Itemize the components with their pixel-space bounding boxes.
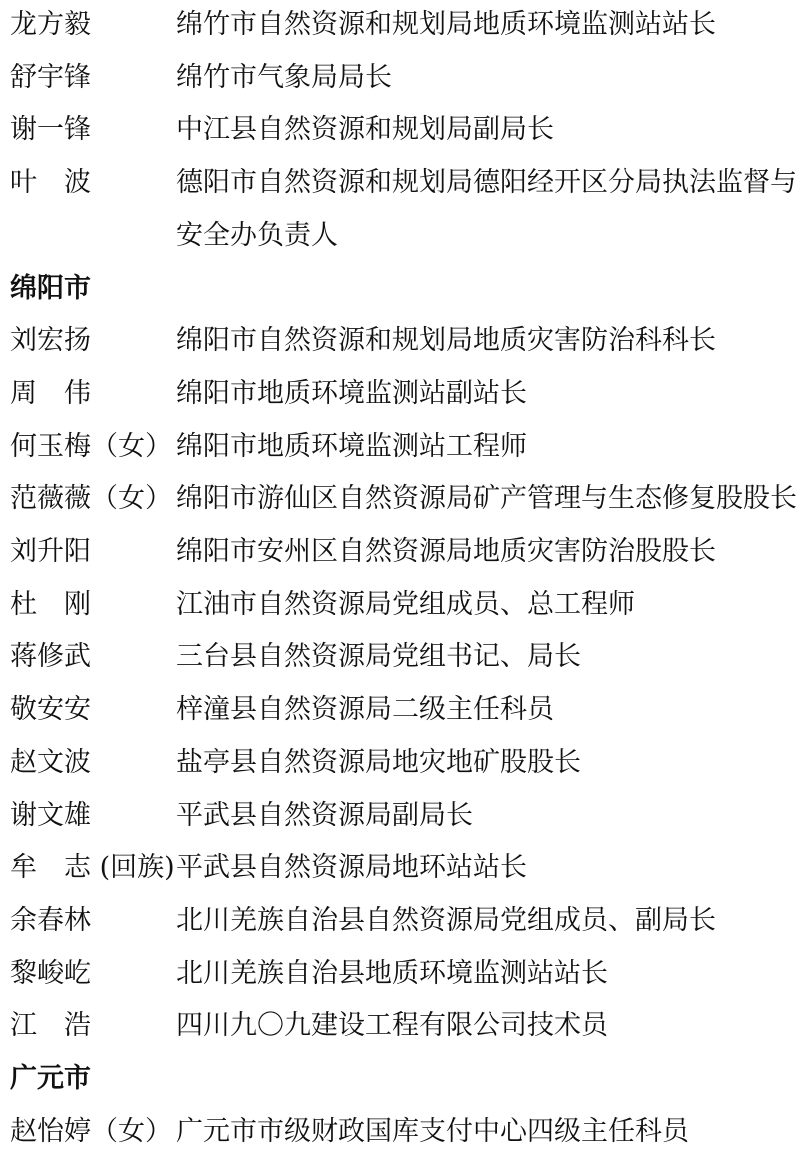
person-position: 梓潼县自然资源局二级主任科员 [176,694,554,725]
person-name: 谢一锋 [10,114,91,145]
list-item [10,901,790,941]
person-position: 安全办负责人 [176,220,338,251]
person-position: 平武县自然资源局副局长 [176,800,473,831]
list-item [10,110,790,150]
list-item [10,690,790,730]
person-name: 黎峻屹 [10,958,91,989]
list-item [10,5,790,45]
person-name: 牟 志 (回族) [10,852,175,883]
person-name: 蒋修武 [10,641,91,672]
list-item [10,532,790,572]
person-name: 谢文雄 [10,800,91,831]
section-heading: 绵阳市 [10,273,91,304]
list-item [10,374,790,414]
person-position: 四川九〇九建设工程有限公司技术员 [176,1010,608,1041]
person-position: 平武县自然资源局地环站站长 [176,852,527,883]
list-item [10,163,797,203]
list-item [10,848,790,888]
person-position: 绵阳市地质环境监测站工程师 [176,431,527,462]
list-item [10,954,790,994]
person-position: 德阳市自然资源和规划局德阳经开区分局执法监督与 [176,167,797,198]
person-name: 刘升阳 [10,536,91,567]
list-item [10,796,790,836]
person-position: 绵竹市气象局局长 [176,62,392,93]
person-name: 舒宇锋 [10,62,91,93]
person-name: 江 浩 [10,1010,91,1041]
list-item [10,637,790,677]
person-name: 杜 刚 [10,589,91,620]
person-name: 何玉梅（女） [10,431,172,462]
list-item [10,216,790,256]
person-name: 敬安安 [10,694,91,725]
person-position: 江油市自然资源局党组成员、总工程师 [176,589,635,620]
list-item [10,743,790,783]
person-name: 范薇薇（女） [10,483,172,514]
list-item [10,585,790,625]
person-name: 叶 波 [10,167,91,198]
person-position: 绵阳市自然资源和规划局地质灾害防治科科长 [176,325,716,356]
person-position: 北川羌族自治县自然资源局党组成员、副局长 [176,905,716,936]
person-position: 绵阳市安州区自然资源局地质灾害防治股股长 [176,536,716,567]
person-position: 绵阳市地质环境监测站副站长 [176,378,527,409]
person-name: 赵文波 [10,747,91,778]
list-item [10,1112,790,1152]
person-name: 余春林 [10,905,91,936]
person-position: 绵阳市游仙区自然资源局矿产管理与生态修复股股长 [176,483,797,514]
person-position: 绵竹市自然资源和规划局地质环境监测站站长 [176,9,716,40]
list-item [10,1006,790,1046]
list-item [10,479,797,519]
person-name: 龙方毅 [10,9,91,40]
person-position: 三台县自然资源局党组书记、局长 [176,641,581,672]
person-name: 周 伟 [10,378,91,409]
person-name: 刘宏扬 [10,325,91,356]
person-position: 中江县自然资源和规划局副局长 [176,114,554,145]
person-position: 广元市市级财政国库支付中心四级主任科员 [176,1116,689,1147]
person-position: 盐亭县自然资源局地灾地矿股股长 [176,747,581,778]
list-item [10,427,790,467]
person-name: 赵怡婷（女） [10,1116,172,1147]
list-item [10,321,790,361]
person-position: 北川羌族自治县地质环境监测站站长 [176,958,608,989]
section-heading: 广元市 [10,1063,91,1094]
list-item [10,58,790,98]
